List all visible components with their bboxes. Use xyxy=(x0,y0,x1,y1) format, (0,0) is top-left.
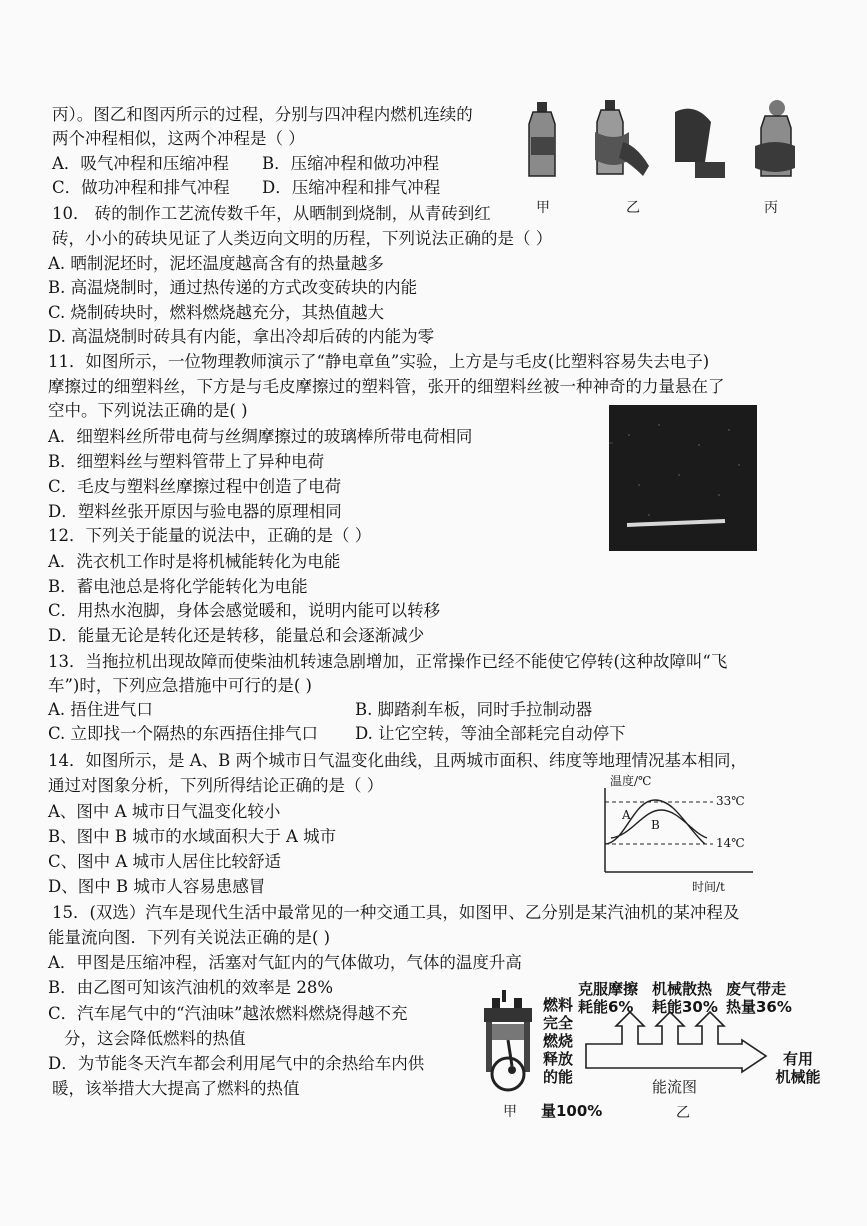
energy-source-line: 燃料 xyxy=(542,996,573,1014)
bottle-bing-illustration xyxy=(675,100,795,178)
q15-fig-label-jia: 甲 xyxy=(503,1104,517,1120)
q14-option-c: C、图中 A 城市人居住比较舒适 xyxy=(48,852,282,871)
q9-stem-line1: 丙）。图乙和图丙所示的过程，分别与四冲程内燃机连续的 xyxy=(52,105,473,124)
energy-useful-output xyxy=(770,1050,826,1086)
q9-option-c: C．做功冲程和排气冲程 xyxy=(52,178,230,197)
q12-option-c: C．用热水泡脚，身体会感觉暖和，说明内能可以转移 xyxy=(48,601,441,620)
q12-option-b: B．蓄电池总是将化学能转化为电能 xyxy=(48,577,308,596)
q13-option-c: C. 立即找一个隔热的东西捂住排气口 xyxy=(48,724,319,743)
energy-useful-line: 机械能 xyxy=(775,1068,821,1086)
q15-fig-label-yi: 乙 xyxy=(676,1105,690,1121)
q13-option-d: D. 让它空转，等油全部耗完自动停下 xyxy=(355,724,626,743)
q12-option-d: D．能量无论是转化还是转移，能量总和会逐渐减少 xyxy=(48,626,425,645)
q13-option-a: A. 捂住进气口 xyxy=(48,700,153,719)
energy-loss-friction-line: 耗能6% xyxy=(578,998,634,1016)
q14-graph-xlabel: 时间/t xyxy=(692,880,725,894)
energy-source-total: 量100% xyxy=(541,1102,603,1120)
q14-option-d: D、图中 B 城市人容易患感冒 xyxy=(48,877,266,896)
q15-energy-flow-arrows xyxy=(582,1010,772,1084)
q14-option-a: A、图中 A 城市日气温变化较小 xyxy=(48,802,281,821)
energy-loss-mechanical-heat xyxy=(652,980,718,1016)
q9-fig-label-yi: 乙 xyxy=(626,200,640,216)
q15-option-b: B．由乙图可知该汽油机的效率是 28% xyxy=(48,978,334,997)
q9-option-b: B．压缩冲程和做功冲程 xyxy=(262,154,440,173)
energy-loss-heat-line: 机械散热 xyxy=(652,980,713,998)
q9-bottle-figure xyxy=(525,92,825,212)
q10-option-d: D. 高温烧制时砖具有内能，拿出冷却后砖的内能为零 xyxy=(48,327,435,346)
energy-loss-heat-line: 耗能30% xyxy=(652,998,718,1016)
q11-stem-line1: 11．如图所示，一位物理教师演示了“静电章鱼”实验，上方是与毛皮(比塑料容易失去电子) xyxy=(48,352,710,371)
q14-graph-low-label: 14℃ xyxy=(716,836,745,850)
q9-option-d: D．压缩冲程和排气冲程 xyxy=(262,178,441,197)
q14-graph-ylabel: 温度/℃ xyxy=(610,774,652,788)
q10-option-a: A. 晒制泥坯时，泥坯温度越高含有的热量越多 xyxy=(48,254,384,273)
q12-option-a: A．洗衣机工作时是将机械能转化为电能 xyxy=(48,552,341,571)
energy-useful-line: 有用 xyxy=(782,1050,813,1068)
energy-source-line: 的能 xyxy=(542,1068,573,1086)
energy-loss-exhaust xyxy=(726,980,792,1016)
q14-stem-line2: 通过对图象分析，下列所得结论正确的是（ ） xyxy=(48,776,384,795)
q10-option-c: C. 烧制砖块时，燃料燃烧越充分，其热值越大 xyxy=(48,303,385,322)
q9-fig-label-bing: 丙 xyxy=(764,200,778,216)
q14-graph-high-label: 33℃ xyxy=(716,794,745,808)
q15-option-c-line1: C．汽车尾气中的“汽油味”越浓燃料燃烧得越不充 xyxy=(48,1004,408,1023)
energy-loss-exhaust-line: 废气带走 xyxy=(726,980,787,998)
q12-stem: 12．下列关于能量的说法中，正确的是（ ） xyxy=(48,526,372,545)
q15-option-a: A．甲图是压缩冲程，活塞对气缸内的气体做功，气体的温度升高 xyxy=(48,953,522,972)
q11-option-c: C．毛皮与塑料丝摩擦过程中创造了电荷 xyxy=(48,477,342,496)
q15-engine-cylinder-figure xyxy=(478,990,540,1098)
energy-loss-friction-line: 克服摩擦 xyxy=(578,980,639,998)
q14-stem-line1: 14．如图所示，是 A、B 两个城市日气温变化曲线，且两城市面积、纬度等地理情况基本相同， xyxy=(48,751,748,770)
q13-option-b: B. 脚踏刹车板，同时手拉制动器 xyxy=(355,700,593,719)
energy-source-line: 释放 xyxy=(542,1050,573,1068)
q11-stem-line3: 空中。下列说法正确的是( ) xyxy=(48,401,248,420)
q15-stem-line1: 15．(双选）汽车是现代生活中最常见的一种交通工具，如图甲、乙分别是某汽油机的某冲程及 xyxy=(52,903,740,922)
energy-flow-title: 能流图 xyxy=(652,1078,698,1096)
q11-stem-line2: 摩擦过的细塑料丝，下方是与毛皮摩擦过的塑料管，张开的细塑料丝被一种神奇的力量悬在了 xyxy=(48,377,725,396)
q15-option-d-line1: D．为节能冬天汽车都会利用尾气中的余热给车内供 xyxy=(48,1054,425,1073)
q14-graph-curve-a-label: A xyxy=(622,808,631,822)
energy-source-label xyxy=(542,996,574,1086)
q13-stem-line1: 13．当拖拉机出现故障而使柴油机转速急剧增加，正常操作已经不能使它停转(这种故障叫“飞 xyxy=(48,652,728,671)
energy-loss-friction xyxy=(578,980,638,1016)
q11-option-a: A．细塑料丝所带电荷与丝绸摩擦过的玻璃棒所带电荷相同 xyxy=(48,427,473,446)
energy-source-line: 燃烧 xyxy=(542,1032,573,1050)
q9-stem-line2: 两个冲程相似，这两个冲程是（ ） xyxy=(52,129,305,148)
q9-fig-label-jia: 甲 xyxy=(536,200,550,216)
q9-option-a: A．吸气冲程和压缩冲程 xyxy=(52,154,229,173)
q13-stem-line2: 车”)时，下列应急措施中可行的是( ) xyxy=(48,676,312,695)
q15-option-c-line2: 分，这会降低燃料的热值 xyxy=(64,1029,246,1048)
q11-option-d: D．塑料丝张开原因与验电器的原理相同 xyxy=(48,502,342,521)
q15-option-d-line2: 暖，该举措大大提高了燃料的热值 xyxy=(52,1079,300,1098)
q10-stem-line1: 10． 砖的制作工艺流传数千年，从晒制到烧制，从青砖到红 xyxy=(52,204,491,223)
q15-stem-line2: 能量流向图．下列有关说法正确的是( ) xyxy=(48,928,331,947)
q10-option-b: B. 高温烧制时，通过热传递的方式改变砖块的内能 xyxy=(48,278,418,297)
energy-source-line: 完全 xyxy=(542,1014,573,1032)
bottle-jia-illustration xyxy=(529,102,555,176)
q14-option-b: B、图中 B 城市的水域面积大于 A 城市 xyxy=(48,827,337,846)
q11-static-octopus-photo xyxy=(609,405,757,551)
q11-option-b: B．细塑料丝与塑料管带上了异种电荷 xyxy=(48,452,325,471)
q14-graph-curve-b-label: B xyxy=(651,818,660,832)
q10-stem-line2: 砖，小小的砖块见证了人类迈向文明的历程，下列说法正确的是（ ） xyxy=(52,229,553,248)
energy-loss-exhaust-line: 热量36% xyxy=(726,998,792,1016)
bottle-yi-illustration xyxy=(595,100,649,176)
